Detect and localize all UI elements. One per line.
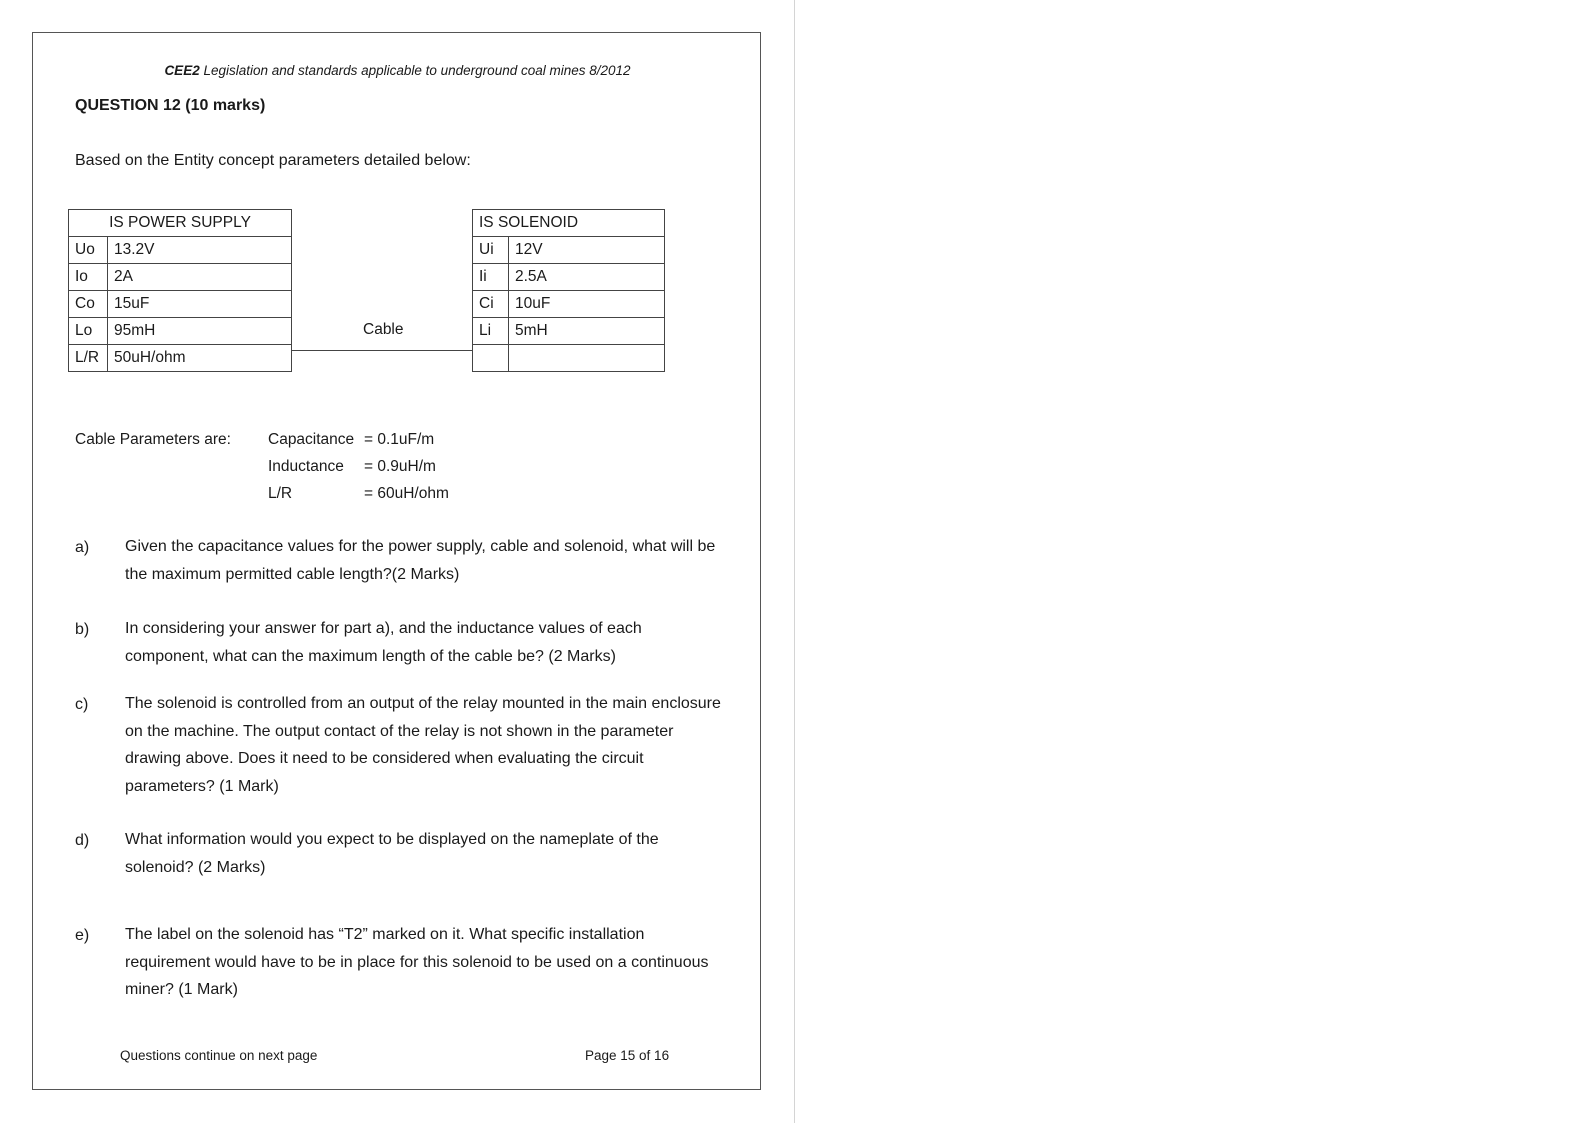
param-value: 95mH [108, 318, 292, 345]
param-symbol: Co [69, 291, 108, 318]
param-value: 2A [108, 264, 292, 291]
table-row [69, 345, 292, 372]
table-row [69, 318, 292, 345]
param-value: 50uH/ohm [108, 345, 292, 372]
table-row [69, 237, 292, 264]
header-title: Legislation and standards applicable to underground coal mines 8/2012 [203, 63, 631, 78]
param-value: 12V [509, 237, 665, 264]
question-text: The solenoid is controlled from an output of the relay mounted in the main enclosure on the machine. The output contact of the relay is not shown in the parameter drawing above. Does it need to be considered when evaluating the circuit parameters? (1 Mark) [125, 695, 721, 795]
param-symbol: Li [473, 318, 509, 345]
table-row [473, 318, 665, 345]
cable-label: Cable [363, 321, 404, 338]
cable-param-name: Capacitance [268, 431, 355, 448]
cable-line [292, 350, 472, 351]
param-value: 15uF [108, 291, 292, 318]
cable-param-name: L/R [268, 485, 293, 502]
cable-param-value: = 60uH/ohm [364, 485, 449, 502]
cable-param-value: = 0.9uH/m [364, 458, 436, 475]
question-text: Given the capacitance values for the power supply, cable and solenoid, what will be the maximum permitted cable length?(2 Marks) [125, 538, 716, 583]
power-supply-table [68, 209, 292, 372]
question-letter: b) [75, 621, 90, 638]
solenoid-table [472, 209, 665, 372]
param-value [509, 345, 665, 372]
table-row [473, 237, 665, 264]
table-row [69, 291, 292, 318]
question-title: QUESTION 12 (10 marks) [75, 97, 266, 114]
question-letter: d) [75, 832, 90, 849]
param-symbol: Ci [473, 291, 509, 318]
table-row [473, 345, 665, 372]
question-text: The label on the solenoid has “T2” marked on it. What specific installation requirement would have to be in place for this solenoid to be used on a continuous miner? (1 Mark) [125, 926, 709, 998]
param-symbol: Uo [69, 237, 108, 264]
question-letter: c) [75, 696, 89, 713]
table-row [473, 291, 665, 318]
question-text: What information would you expect to be displayed on the nameplate of the solenoid? (2 Marks) [125, 831, 659, 876]
document-page [32, 32, 761, 1090]
param-symbol: Ui [473, 237, 509, 264]
cable-param-name: Inductance [268, 458, 344, 475]
table-row [473, 264, 665, 291]
solenoid-title: IS SOLENOID [473, 210, 665, 237]
param-symbol [473, 345, 509, 372]
param-symbol: L/R [69, 345, 108, 372]
cable-param-value: = 0.1uF/m [364, 431, 435, 448]
question-letter: e) [75, 927, 90, 944]
question-letter: a) [75, 539, 90, 556]
table-row [69, 264, 292, 291]
param-value: 10uF [509, 291, 665, 318]
param-value: 5mH [509, 318, 665, 345]
page-header [33, 63, 762, 78]
param-value: 13.2V [108, 237, 292, 264]
footer-continue-note: Questions continue on next page [120, 1048, 318, 1063]
param-symbol: Io [69, 264, 108, 291]
question-text: In considering your answer for part a), and the inductance values of each component, what can the maximum length of the cable be? (2 Marks) [125, 620, 642, 665]
param-symbol: Lo [69, 318, 108, 345]
param-symbol: Ii [473, 264, 509, 291]
cable-params-label: Cable Parameters are: [75, 431, 231, 448]
power-supply-title: IS POWER SUPPLY [69, 210, 292, 237]
page-number: Page 15 of 16 [585, 1048, 670, 1063]
course-code: CEE2 [164, 63, 200, 78]
param-value: 2.5A [509, 264, 665, 291]
intro-text: Based on the Entity concept parameters detailed below: [75, 152, 471, 169]
page-divider [794, 0, 795, 1123]
